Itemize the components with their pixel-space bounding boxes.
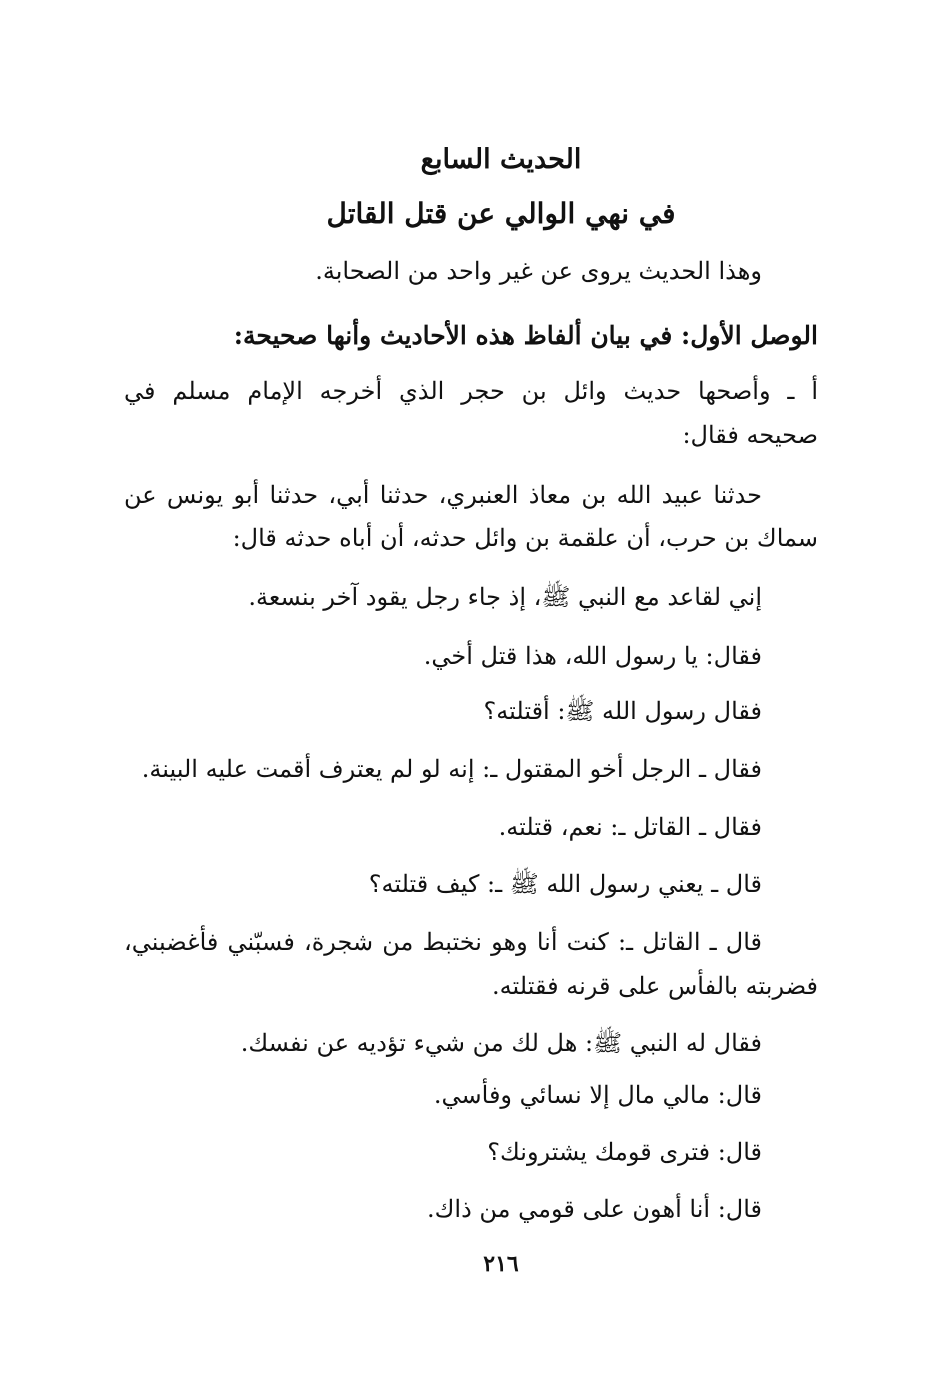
- dialogue-line: قال ـ يعني رسول الله ﷺ ـ: كيف قتلته؟: [368, 870, 762, 898]
- page-number: ٢١٦: [483, 1251, 519, 1277]
- isnad-line-1: حدثنا عبيد الله بن معاذ العنبري، حدثنا أبي، حدثنا أبو يونس عن: [124, 481, 762, 509]
- section-heading: الوصل الأول: في بيان ألفاظ هذه الأحاديث وأنها صحيحة:: [233, 321, 818, 350]
- dialogue-line: فقال رسول الله ﷺ: أقتلته؟: [483, 697, 762, 725]
- paragraph-a-line-2: صحيحه فقال:: [682, 421, 818, 449]
- dialogue-line: قال: فترى قومك يشترونك؟: [487, 1138, 762, 1166]
- paragraph-a-line-1: أ ـ وأصحها حديث وائل بن حجر الذي أخرجه الإمام مسلم في: [124, 377, 818, 405]
- dialogue-line: فقال ـ القاتل ـ: نعم، قتلته.: [498, 813, 762, 841]
- killer-statement-line-1: قال ـ القاتل ـ: كنت أنا وهو نختبط من شجرة، فسبّني فأغضبني،: [124, 928, 762, 956]
- dialogue-line: قال: مالي مال إلا نسائي وفأسي.: [433, 1081, 762, 1109]
- isnad-line-2: سماك بن حرب، أن علقمة بن وائل حدثه، أن أباه حدثه قال:: [232, 524, 818, 552]
- page-subtitle: في نهي الوالي عن قتل القاتل: [326, 197, 676, 230]
- page-title: الحديث السابع: [420, 144, 582, 175]
- dialogue-line: فقال له النبي ﷺ: هل لك من شيء تؤديه عن نفسك.: [240, 1029, 762, 1057]
- dialogue-line: فقال: يا رسول الله، هذا قتل أخي.: [423, 642, 762, 670]
- killer-statement-line-2: فضربته بالفأس على قرنه فقتلته.: [492, 972, 818, 1000]
- dialogue-line: قال: أنا أهون على قومي من ذاك.: [427, 1195, 762, 1223]
- dialogue-line: فقال ـ الرجل أخو المقتول ـ: إنه لو لم يعترف أقمت عليه البينة.: [141, 755, 762, 783]
- intro-text: وهذا الحديث يروى عن غير واحد من الصحابة.: [315, 257, 762, 285]
- dialogue-line: إني لقاعد مع النبي ﷺ، إذ جاء رجل يقود آخر بنسعة.: [248, 583, 762, 611]
